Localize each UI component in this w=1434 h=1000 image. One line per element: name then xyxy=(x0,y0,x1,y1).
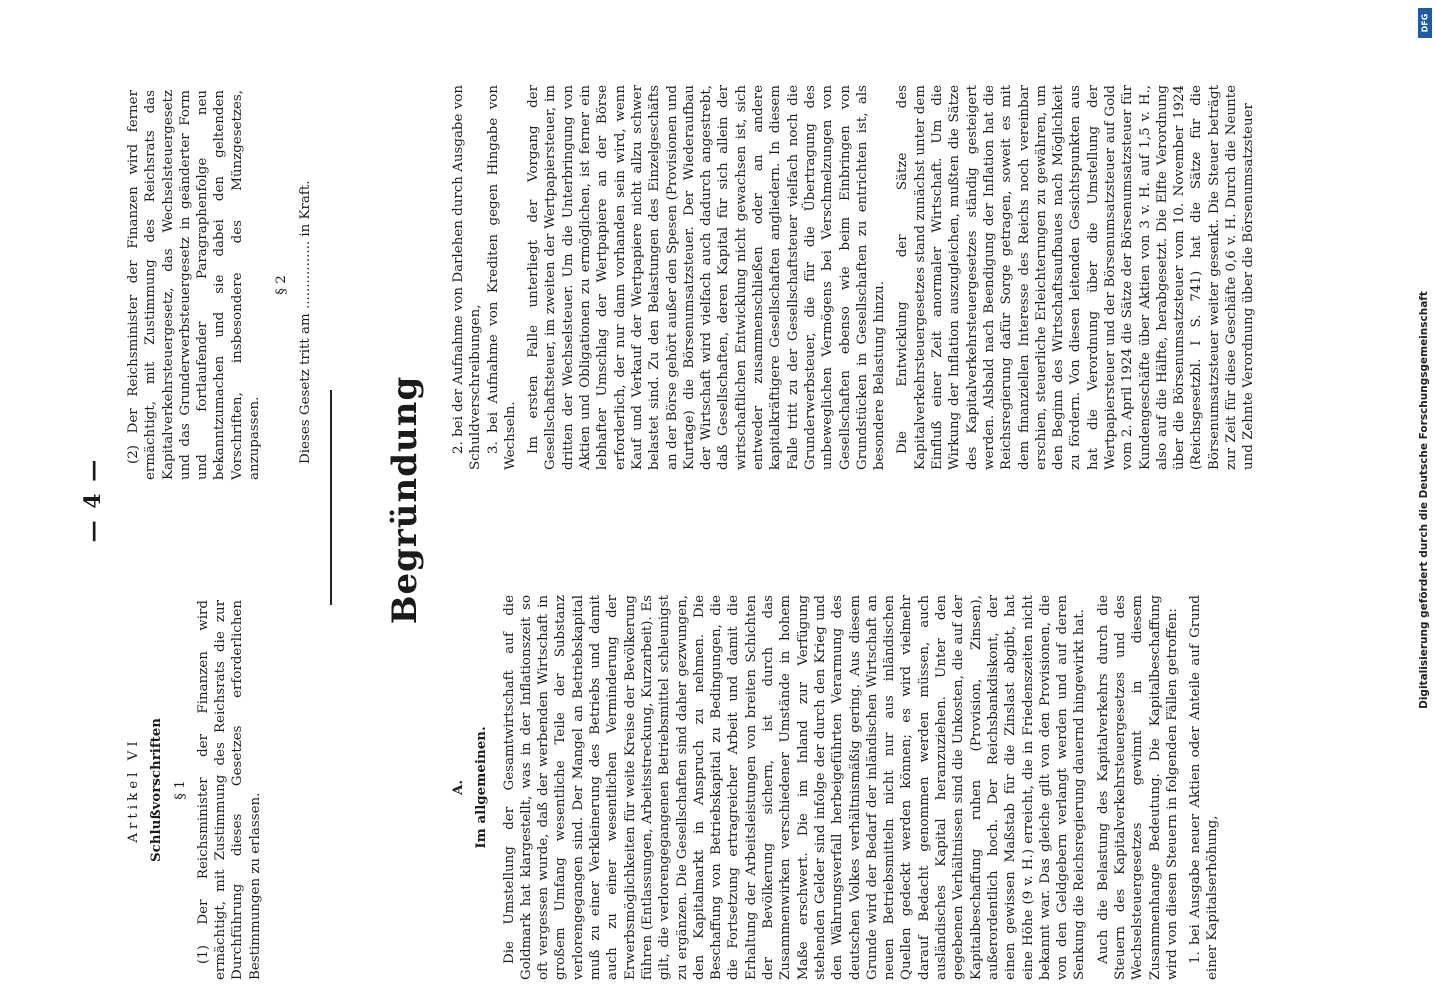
page-number: — 4 — xyxy=(80,457,106,543)
list-item: 1. bei Ausgabe neuer Aktien oder Anteile auf Grund einer Kapitalserhöhung, xyxy=(1188,595,1221,980)
list-item: 2. bei der Aufnahme von Darlehen durch Ausgabe von Schuldverschreibungen, xyxy=(451,85,484,470)
body-paragraph: Die Umstellung der Gesamtwirtschaft auf die Goldmark hat klargestellt, was in der Inflationszeit so oft vergessen wurde, daß der werbenden Wirtschaft in großem Umfang wesentliche Teile der Substanz verlorengegangen sind. Der Mangel an Betriebskapital muß zu einer Verkleinerung des Betriebs und damit auch zu einer wesentlichen Verminderung der Erwerbsmöglichkeiten für weite Kreise der Bevölkerung führen (Entlassungen, Arbeitsstreckung, Kurzarbeit). Es gilt, die verlorengegangenen Betriebsmittel schleunigst zu ergänzen. Die Gesellschaften sind daher gezwungen, den Kapitalmarkt in Anspruch zu nehmen. Die Beschaffung von Betriebskapital zu Bedingungen, die die Fortsetzung ertragreicher Arbeit und damit die Erhaltung der Arbeitsleistungen von breiten Schichten der Bevölkerung sichern, ist durch das Zusammenwirken verschiedener Umstände in hohem Maße erschwert. Die im Inland zur Verfügung stehenden Gelder sind infolge der durch den Krieg und den Währungsverfall herbeigeführten Verarmung des deutschen Volkes verhältnismäßig gering. Aus diesem Grunde wird der Bedarf der inländischen Wirtschaft an neuen Betriebsmitteln nicht nur aus inländischen Quellen gedeckt werden können; es wird vielmehr darauf Bedacht genommen werden müssen, auch ausländisches Kapital heranzuziehen. Unter den gegebenen Verhältnissen sind die Unkosten, die auf der Kapitalbeschaffung ruhen (Provision, Zinsen), außerordentlich hoch. Der Reichsbankdiskont, der einen gewissen Maßstab für die Zinslast abgibt, hat eine Höhe (9 v. H.) erreicht, die in Friedenszeiten nicht bekannt war. Das gleiche gilt von den Provisionen, die von den Geldgebern verlangt werden und auf deren Senkung die Reichsregierung dauernd hingewirkt hat. xyxy=(501,595,1088,980)
body-paragraph: Im ersten Falle unterliegt der Vorgang der Gesellschaftsteuer, im zweiten der Wertpapiersteuer, im dritten der Wechselsteuer. Um die Unterbringung von Aktien und Obligationen zu ermöglichen, ist ferner ein lebhafter Umschlag der Wertpapiere an der Börse erforderlich, der nur dann vorhanden sein wird, wenn Kauf und Verkauf der Wertpapiere nicht allzu schwer belastet sind. Zu den Belastungen des Einzelgeschäfts an der Börse gehört außer den Spesen (Provisionen und Kurtage) die Börsenumsatzsteuer. Der Wiederaufbau der Wirtschaft wird vielfach auch dadurch angestrebt, daß Gesellschaften, deren Kapital für sich allein der wirtschaftlichen Entwicklung nicht gewachsen ist, sich entweder zusammenschließen oder an andere kapitalkräftigere Gesellschaften angliedern. In diesem Falle tritt zu der Gesellschaftsteuer vielfach noch die Grunderwerbsteuer, die für die Übertragung des unbeweglichen Vermögens bei Verschmelzungen von Gesellschaften ebenso wie beim Einbringen von Grundstücken in Gesellschaften zu entrichten ist, als besondere Belastung hinzu. xyxy=(526,85,888,470)
dfg-logo-text: DFG xyxy=(1420,13,1430,33)
article-subtitle: Schlußvorschriften xyxy=(148,717,165,863)
paragraph-1-abs-2: (2) Der Reichsminister der Finanzen wird ferner ermächtigt, mit Zustimmung des Reichsrats das Kapitalverkehrsteuergesetz, das Wechselsteuergesetz und das Grunderwerbsteuergesetz in geänderter Form und fortlaufender Paragraphenfolge neu bekanntzumachen und sie dabei den geltenden Vorschriften, insbesondere des Münzgesetzes, anzupassen. xyxy=(126,90,263,480)
section-letter: A. xyxy=(450,779,466,796)
paragraph-2-heading: § 2 xyxy=(274,275,290,295)
dfg-logo-icon xyxy=(1418,8,1432,38)
paragraph-1-heading: § 1 xyxy=(172,780,188,800)
body-paragraph: Auch die Belastung des Kapitalverkehrs durch die Steuern des Kapitalverkehrsteuergesetzes und des Wechselsteuergesetzes gewinnt in diesem Zusammenhange Bedeutung. Die Kapitalbeschaffung wird von diesen Steuern in folgenden Fällen getroffen: xyxy=(1095,595,1180,980)
begruendung-left-column xyxy=(450,595,1222,980)
article-section xyxy=(125,600,264,980)
begruendung-heading: Begründung xyxy=(385,375,425,625)
article-continuation xyxy=(125,90,314,480)
begruendung-right-column xyxy=(450,85,1258,470)
section-heading: Im allgemeinen. xyxy=(473,726,490,849)
list-item: 3. bei Aufnahme von Krediten gegen Hingabe von Wechseln. xyxy=(485,85,518,470)
paragraph-1-abs-1: (1) Der Reichsminister der Finanzen wird ermächtigt, mit Zustimmung des Reichsrats die zur Durchführung dieses Gesetzes erforderlichen Bestimmungen zu erlassen. xyxy=(195,600,263,980)
section-divider xyxy=(330,390,332,605)
article-title: Artikel VI xyxy=(126,737,141,843)
body-paragraph: Die Entwicklung der Sätze des Kapitalverkehrsteuergesetzes stand zunächst unter dem Einfluß einer Zeit anormaler Wirtschaft. Um die Wirkung der Inflation auszugleichen, mußten die Sätze des Kapitalverkehrsteuergesetzes ständig gesteigert werden. Alsbald nach Beendigung der Inflation hat die Reichsregierung dafür Sorge getragen, soweit es mit dem finanziellen Interesse des Reichs noch vereinbar erschien, steuerliche Erleichterungen zu gewähren, um den Beginn des Wirtschaftsaufbaues nach Möglichkeit zu fördern. Von diesen leitenden Gesichtspunkten aus hat die Verordnung über die Umstellung der Wertpapiersteuer und der Börsenumsatzsteuer auf Gold vom 2. April 1924 die Sätze der Börsenumsatzsteuer für Kundengeschäfte über Aktien von 3 v. H. auf 1,5 v. H., also auf die Hälfte, herabgesetzt. Die Elfte Verordnung über die Börsenumsatzsteuer vom 10. November 1924 (Reichsgesetzbl. I S. 741) hat die Sätze für die Börsenumsatzsteuer weiter gesenkt. Die Steuer beträgt zur Zeit für diese Geschäfte 0,6 v. H. Durch die Neunte und Zehnte Verordnung über die Börsenumsatzsteuer xyxy=(895,85,1257,470)
paragraph-2-text: Dieses Gesetz tritt am ................ in Kraft. xyxy=(297,180,313,464)
digitization-note: Digitalisierung gefördert durch die Deutsche Forschungsgemeinschaft xyxy=(1418,291,1430,709)
